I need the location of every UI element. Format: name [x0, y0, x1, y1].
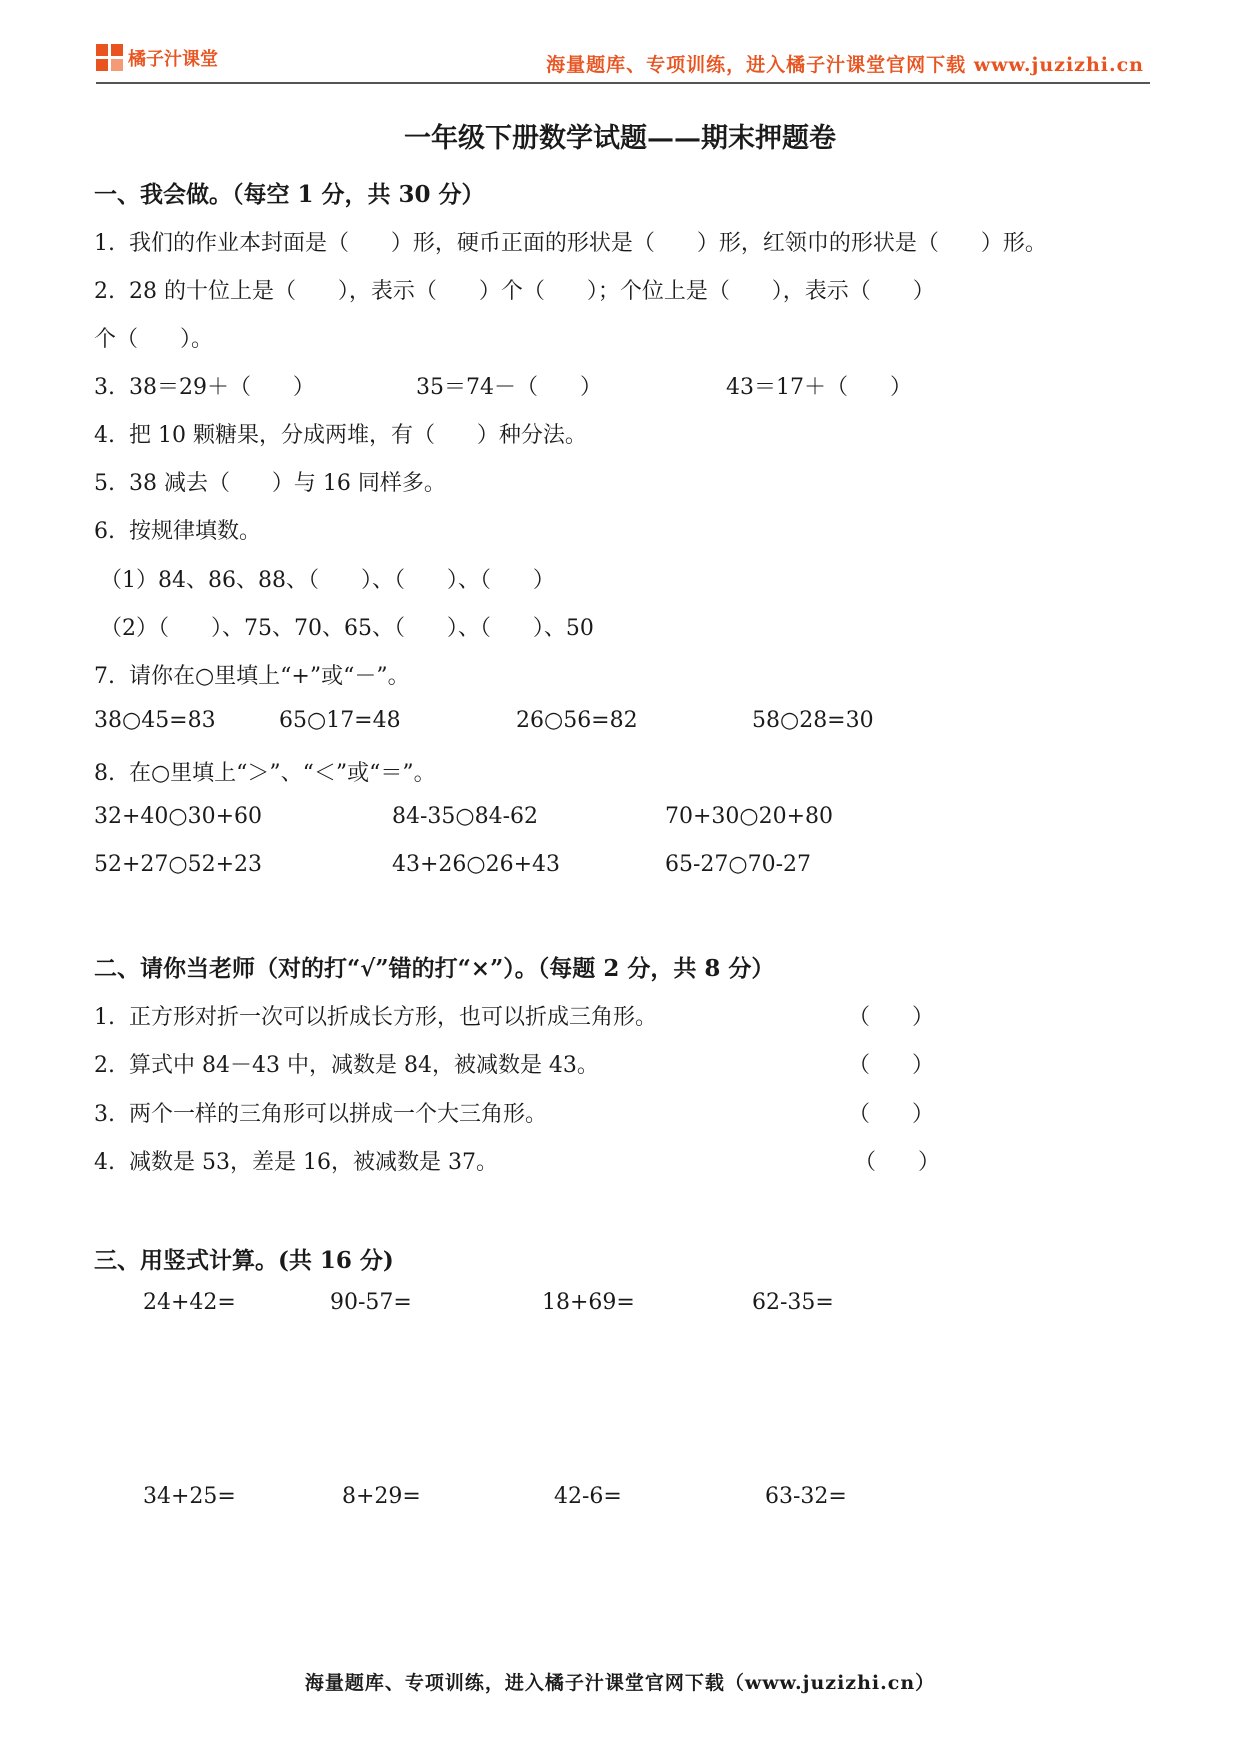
question-3b: 35＝74－（ ）	[416, 375, 602, 400]
section3-heading: 三、用竖式计算。(共 16 分)	[94, 1247, 394, 1274]
question-1: 1. 我们的作业本封面是（ ）形，硬币正面的形状是（ ）形，红领巾的形状是（ ）形。	[94, 231, 1047, 256]
question-4: 4. 把 10 颗糖果，分成两堆，有（ ）种分法。	[94, 423, 587, 448]
section2-heading: 二、请你当老师（对的打“√”错的打“×”）。（每题 2 分，共 8 分）	[94, 955, 775, 982]
q8-item: 84-35○84-62	[392, 804, 539, 829]
question-6-1: （1）84、86、88、（ ）、（ ）、（ ）	[100, 568, 555, 593]
q7-item: 38○45=83	[94, 708, 216, 733]
q8-item: 65-27○70-27	[665, 852, 812, 877]
calc-item: 63-32=	[765, 1484, 847, 1509]
calc-item: 34+25=	[143, 1484, 236, 1509]
judge-item: 1. 正方形对折一次可以折成长方形，也可以折成三角形。	[94, 1005, 657, 1030]
logo-icon	[96, 44, 124, 72]
judge-blank[interactable]: （ ）	[854, 1150, 940, 1175]
logo-text: 橘子汁课堂	[128, 49, 218, 70]
calc-item: 18+69=	[542, 1290, 635, 1315]
q8-item: 70+30○20+80	[665, 804, 834, 829]
question-8: 8. 在○里填上“＞”、“＜”或“＝”。	[94, 761, 436, 786]
q8-item: 43+26○26+43	[392, 852, 561, 877]
q7-item: 26○56=82	[516, 708, 638, 733]
question-6: 6. 按规律填数。	[94, 519, 261, 544]
judge-blank[interactable]: （ ）	[848, 1005, 934, 1030]
judge-item: 4. 减数是 53，差是 16，被减数是 37。	[94, 1150, 498, 1175]
q8-item: 32+40○30+60	[94, 804, 263, 829]
question-3c: 43＝17＋（ ）	[726, 375, 912, 400]
section1-heading: 一、我会做。（每空 1 分，共 30 分）	[94, 181, 485, 208]
question-5: 5. 38 减去（ ）与 16 同样多。	[94, 471, 446, 496]
footer: 海量题库、专项训练，进入橘子汁课堂官网下载（www.juzizhi.cn）	[304, 1672, 936, 1694]
judge-item: 2. 算式中 84－43 中，减数是 84，被减数是 43。	[94, 1053, 599, 1078]
judge-item: 3. 两个一样的三角形可以拼成一个大三角形。	[94, 1102, 547, 1127]
question-2b: 个（ ）。	[94, 327, 213, 352]
question-2a: 2. 28 的十位上是（ ），表示（ ）个（ ）；个位上是（ ），表示（ ）	[94, 279, 935, 304]
judge-blank[interactable]: （ ）	[848, 1102, 934, 1127]
judge-blank[interactable]: （ ）	[848, 1053, 934, 1078]
calc-item: 62-35=	[752, 1290, 834, 1315]
header-logo	[96, 44, 218, 72]
header-divider	[96, 82, 1150, 84]
q7-item: 65○17=48	[279, 708, 401, 733]
question-6-2: （2）（ ）、75、70、65、（ ）、（ ）、50	[100, 616, 594, 641]
q7-item: 58○28=30	[752, 708, 874, 733]
calc-item: 24+42=	[143, 1290, 236, 1315]
header-tagline: 海量题库、专项训练，进入橘子汁课堂官网下载 www.juzizhi.cn	[546, 54, 1144, 76]
q8-item: 52+27○52+23	[94, 852, 263, 877]
calc-item: 90-57=	[330, 1290, 412, 1315]
question-7: 7. 请你在○里填上“+”或“－”。	[94, 664, 410, 689]
page-title: 一年级下册数学试题——期末押题卷	[404, 123, 836, 154]
calc-item: 42-6=	[554, 1484, 622, 1509]
calc-item: 8+29=	[342, 1484, 421, 1509]
question-3a: 3. 38＝29＋（ ）	[94, 375, 315, 400]
